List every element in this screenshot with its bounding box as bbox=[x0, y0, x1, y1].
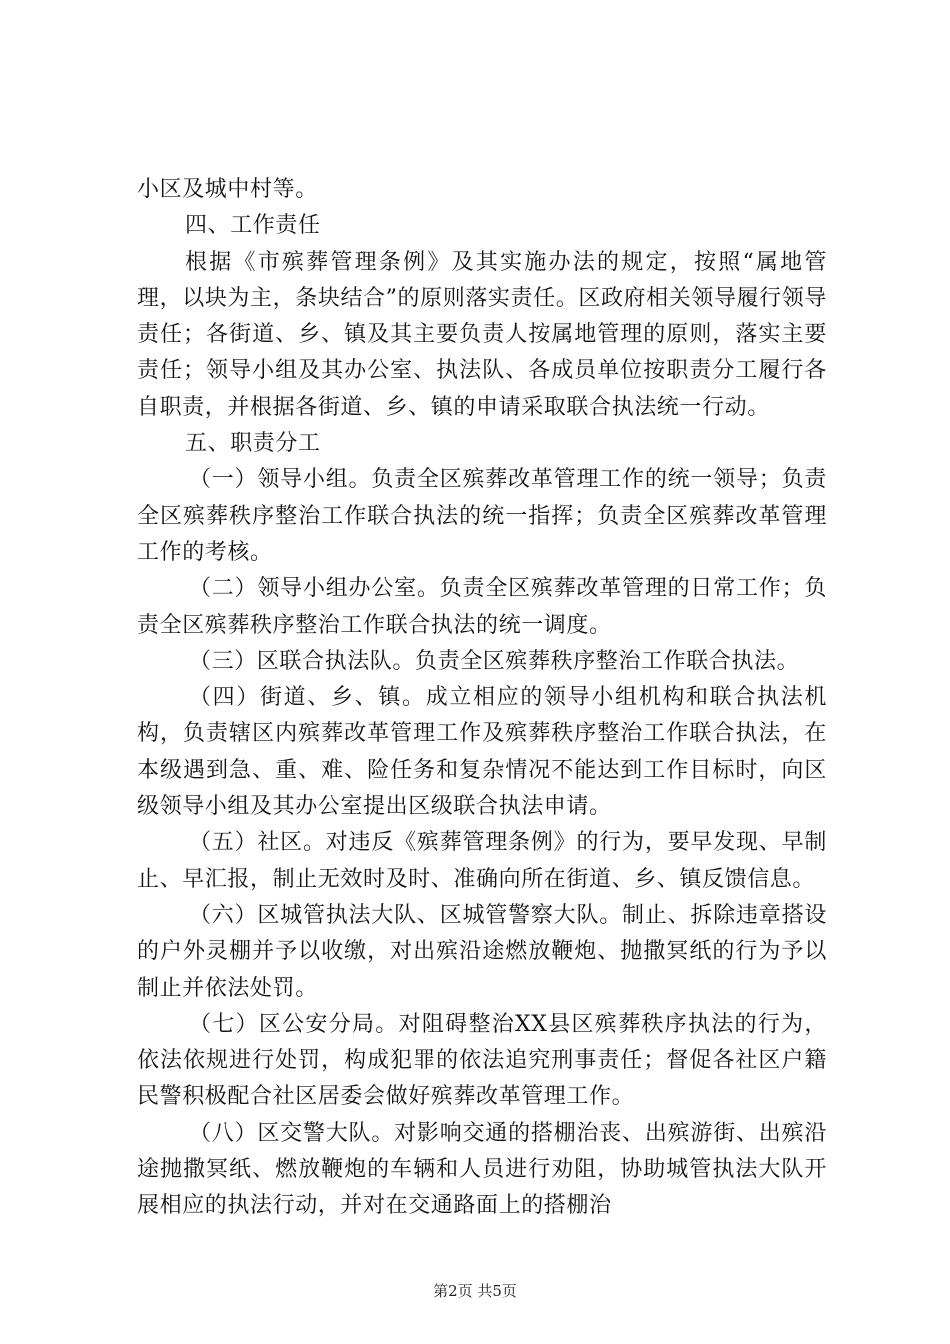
paragraph: （七）区公安分局。对阻碍整治XX县区殡葬秩序执法的行为，依法依规进行处罚，构成犯罪的依法追究刑事责任；督促各社区户籍民警积极配合社区居委会做好殡葬改革管理工作。 bbox=[137, 1011, 827, 1110]
paragraph: （六）区城管执法大队、区城管警察大队。制止、拆除违章搭设的户外灵棚并予以收缴，对出殡沿途燃放鞭炮、抛撒冥纸的行为予以制止并依法处罚。 bbox=[137, 902, 827, 1001]
section-heading: 五、职责分工 bbox=[185, 431, 321, 457]
page-number-footer: 第2页 共5页 bbox=[433, 1282, 517, 1300]
paragraph: （五）社区。对违反《殡葬管理条例》的行为，要早发现、早制止、早汇报，制止无效时及时、准确向所在街道、乡、镇反馈信息。 bbox=[137, 830, 827, 892]
paragraph: 小区及城中村等。 bbox=[137, 177, 318, 202]
paragraph: 根据《市殡葬管理条例》及其实施办法的规定，按照“属地管理，以块为主，条块结合”的原则落实责任。区政府相关领导履行领导责任；各街道、乡、镇及其主要负责人按属地管理的原则，落实主要责任；领导小组及其办公室、执法队、各成员单位按职责分工履行各自职责，并根据各街道、乡、镇的申请采取联合执法统一行动。 bbox=[137, 249, 827, 420]
paragraph: （四）街道、乡、镇。成立相应的领导小组机构和联合执法机构，负责辖区内殡葬改革管理工作及殡葬秩序整治工作联合执法，在本级遇到急、重、难、险任务和复杂情况不能达到工作目标时，向区级领导小组及其办公室提出区级联合执法申请。 bbox=[137, 685, 827, 820]
section-heading: 四、工作责任 bbox=[185, 213, 321, 239]
paragraph: （一）领导小组。负责全区殡葬改革管理工作的统一领导；负责全区殡葬秩序整治工作联合执法的统一指挥；负责全区殡葬改革管理工作的考核。 bbox=[137, 467, 827, 565]
paragraph: （二）领导小组办公室。负责全区殡葬改革管理的日常工作；负责全区殡葬秩序整治工作联合执法的统一调度。 bbox=[137, 576, 827, 638]
document-body bbox=[137, 172, 827, 1225]
paragraph: （三）区联合执法队。负责全区殡葬秩序整治工作联合执法。 bbox=[189, 648, 800, 674]
paragraph: （八）区交警大队。对影响交通的搭棚治丧、出殡游街、出殡沿途抛撒冥纸、燃放鞭炮的车辆和人员进行劝阻，协助城管执法大队开展相应的执法行动，并对在交通路面上的搭棚治 bbox=[137, 1120, 827, 1219]
